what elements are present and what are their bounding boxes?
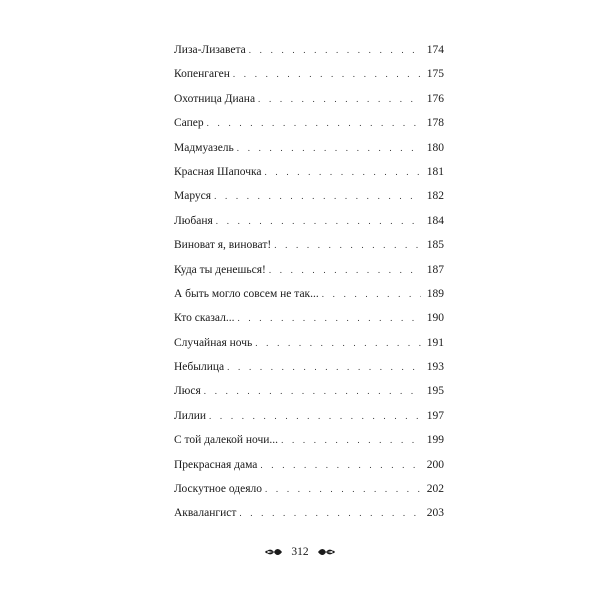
toc-entry-page: 203 xyxy=(426,507,444,520)
toc-entry-page: 187 xyxy=(426,263,444,276)
toc-entry xyxy=(174,64,444,88)
toc-entry xyxy=(174,138,444,162)
toc-dot-leader xyxy=(204,381,421,401)
toc-dot-leader xyxy=(227,357,421,377)
toc-entry-title: Мадмуазель xyxy=(174,141,234,154)
toc-entry-page: 189 xyxy=(426,287,444,300)
toc-entry-page: 202 xyxy=(426,483,444,496)
toc-entry-page: 180 xyxy=(426,141,444,154)
toc-dot-leader xyxy=(216,211,421,231)
toc-entry-page: 176 xyxy=(426,92,444,105)
toc-entry xyxy=(174,430,444,454)
toc-dot-leader xyxy=(269,260,421,280)
toc-entry-title: Люся xyxy=(174,385,201,398)
toc-entry-title: Маруся xyxy=(174,190,212,203)
toc-entry-page: 199 xyxy=(426,434,444,447)
toc-dot-leader xyxy=(233,64,421,84)
toc-dot-leader xyxy=(265,162,421,182)
toc-entry-page: 193 xyxy=(426,361,444,374)
toc-entry xyxy=(174,284,444,308)
toc-entry-title: Копенгаген xyxy=(174,68,230,81)
toc-entry-page: 200 xyxy=(426,458,444,471)
toc-entry-title: Кто сказал... xyxy=(174,312,235,325)
toc-entry-page: 190 xyxy=(426,312,444,325)
page-footer xyxy=(0,546,600,558)
toc-entry-page: 184 xyxy=(426,214,444,227)
toc-entry xyxy=(174,89,444,113)
toc-dot-leader xyxy=(274,235,421,255)
toc-dot-leader xyxy=(249,40,421,60)
toc-entry-title: А быть могло совсем не так... xyxy=(174,287,319,300)
toc-dot-leader xyxy=(239,503,421,523)
toc-entry xyxy=(174,162,444,186)
toc-entry xyxy=(174,333,444,357)
toc-entry-title: Случайная ночь xyxy=(174,336,253,349)
toc-entry xyxy=(174,357,444,381)
toc-dot-leader xyxy=(237,308,421,328)
floral-ornament-icon xyxy=(265,546,283,558)
toc-entry xyxy=(174,455,444,479)
toc-entry xyxy=(174,235,444,259)
toc-dot-leader xyxy=(260,455,421,475)
toc-entry-page: 185 xyxy=(426,239,444,252)
page-number: 312 xyxy=(291,546,309,558)
table-of-contents xyxy=(174,40,444,528)
toc-entry-title: Виноват я, виноват! xyxy=(174,239,272,252)
toc-dot-leader xyxy=(322,284,421,304)
toc-entry-title: Лоскутное одеяло xyxy=(174,483,263,496)
toc-dot-leader xyxy=(281,430,421,450)
toc-dot-leader xyxy=(265,479,421,499)
toc-entry-page: 181 xyxy=(426,165,444,178)
floral-ornament-icon xyxy=(317,546,335,558)
toc-entry-title: Небылица xyxy=(174,361,225,374)
toc-entry xyxy=(174,113,444,137)
toc-entry-page: 191 xyxy=(426,336,444,349)
toc-entry-title: Красная Шапочка xyxy=(174,165,262,178)
toc-entry xyxy=(174,260,444,284)
toc-entry-page: 174 xyxy=(426,44,444,56)
toc-entry-title: Охотница Диана xyxy=(174,92,256,105)
toc-entry-page: 178 xyxy=(426,117,444,130)
toc-entry-page: 175 xyxy=(426,68,444,81)
toc-entry xyxy=(174,503,444,527)
toc-entry-page: 197 xyxy=(426,409,444,422)
toc-entry-title: Аквалангист xyxy=(174,507,237,520)
toc-entry xyxy=(174,308,444,332)
toc-dot-leader xyxy=(209,406,421,426)
toc-dot-leader xyxy=(207,113,421,133)
toc-entry-page: 182 xyxy=(426,190,444,203)
toc-entry xyxy=(174,479,444,503)
toc-entry-title: Лилии xyxy=(174,409,207,422)
toc-dot-leader xyxy=(258,89,421,109)
toc-entry xyxy=(174,211,444,235)
toc-dot-leader xyxy=(214,186,421,206)
toc-entry xyxy=(174,40,444,64)
toc-entry-title: Прекрасная дама xyxy=(174,458,258,471)
toc-entry xyxy=(174,186,444,210)
toc-entry-title: С той далекой ночи... xyxy=(174,434,279,447)
toc-entry-title: Любаня xyxy=(174,214,213,227)
toc-dot-leader xyxy=(255,333,421,353)
toc-entry-title: Сапер xyxy=(174,117,204,130)
toc-entry-title: Лиза-Лизавета xyxy=(174,44,246,56)
toc-entry-page: 195 xyxy=(426,385,444,398)
toc-entry xyxy=(174,381,444,405)
toc-entry xyxy=(174,406,444,430)
toc-dot-leader xyxy=(237,138,421,158)
toc-entry-title: Куда ты денешься! xyxy=(174,263,266,276)
